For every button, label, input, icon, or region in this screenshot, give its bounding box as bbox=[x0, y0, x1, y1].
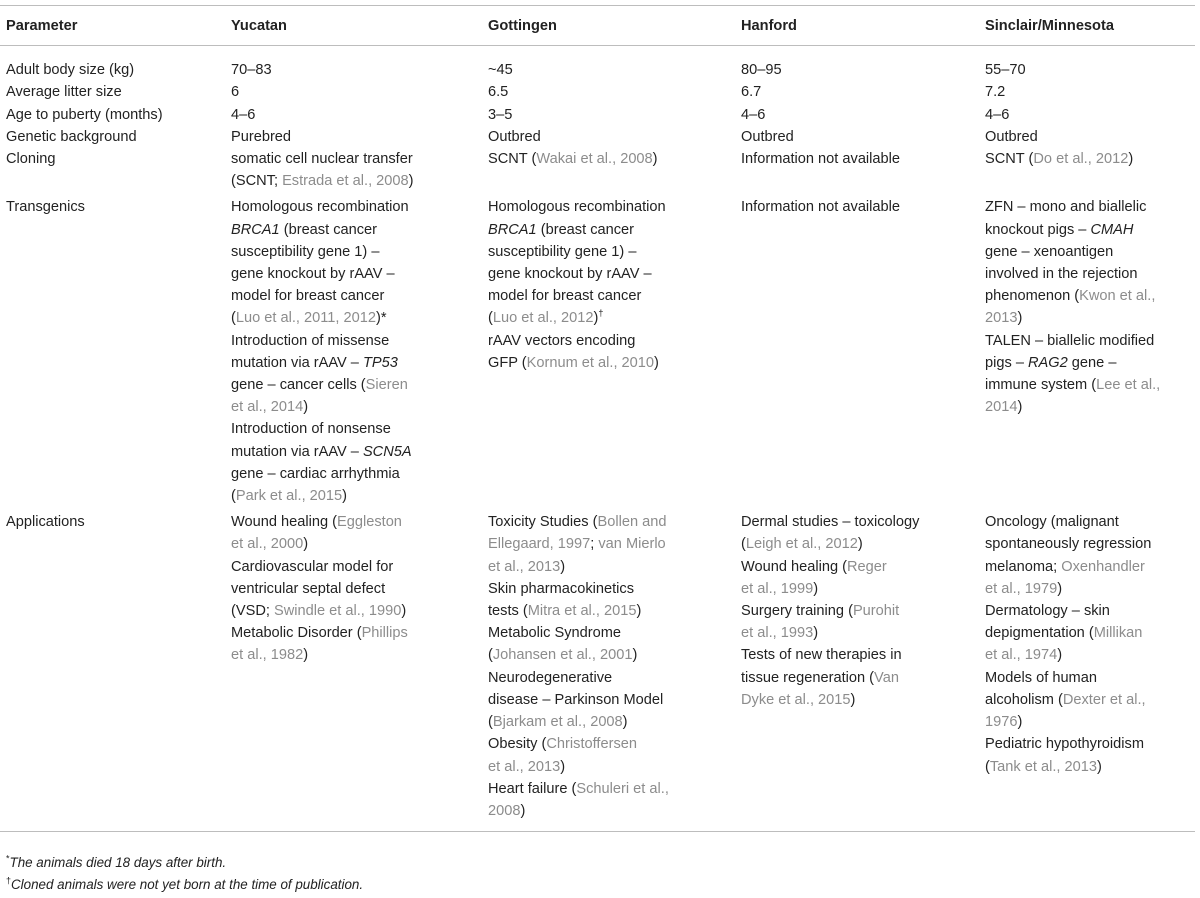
cell: Purebred bbox=[231, 128, 292, 145]
cell: Dermal studies – toxicology (Leigh et al., 2012) Wound healing (Reger et al., 1999) Surgery training (Purohit et al., 1993) Tests of new therapies in tissue regeneration (Van Dyke et al., 2015) bbox=[735, 507, 979, 831]
cell: 4–6 bbox=[741, 106, 766, 123]
table-row bbox=[0, 126, 1195, 148]
cell: Oncology (malignant spontaneously regression melanoma; Oxenhandler et al., 1979) Dermatology – skin depigmentation (Millikan et al., 1974) Models of human alcoholism (Dexter et al., 1976) Pediatric hypothyroidism (Tank et al., 2013) bbox=[979, 507, 1195, 831]
row-label: Age to puberty (months) bbox=[6, 106, 163, 123]
footnotes bbox=[6, 852, 363, 896]
footnote-1: *The animals died 18 days after birth. bbox=[6, 853, 227, 870]
citation: Oxenhandler bbox=[1061, 558, 1145, 575]
cell: 6.5 bbox=[488, 84, 509, 101]
header-row bbox=[0, 6, 1195, 46]
gene-name: RAG2 bbox=[1028, 354, 1068, 371]
citation: Do et al., 2012 bbox=[1033, 151, 1129, 168]
cell bbox=[225, 148, 482, 192]
citation: Johansen et al., 2001 bbox=[492, 647, 633, 664]
pig-breeds-table bbox=[0, 5, 1195, 832]
gene-name: SCN5A bbox=[362, 443, 412, 460]
gene-name: TP53 bbox=[362, 354, 398, 371]
citation: Reger bbox=[847, 558, 887, 575]
gene-name: CMAH bbox=[1090, 221, 1134, 238]
table-row bbox=[0, 46, 1195, 82]
cell: Outbred bbox=[488, 128, 541, 145]
citation: et al., 1993 bbox=[741, 625, 814, 642]
cell: 4–6 bbox=[985, 106, 1010, 123]
citation: Wakai et al., 2008 bbox=[536, 151, 653, 168]
citation: Dexter et al., bbox=[1062, 691, 1146, 708]
citation: et al., 2014 bbox=[231, 399, 304, 416]
citation: Eggleston bbox=[337, 514, 402, 531]
cell: 7.2 bbox=[985, 84, 1006, 101]
row-label: Transgenics bbox=[6, 199, 85, 216]
cell: 70–83 bbox=[231, 62, 272, 79]
row-label: Genetic background bbox=[6, 128, 137, 145]
citation: Purohit bbox=[852, 603, 900, 620]
row-label: Applications bbox=[0, 507, 225, 831]
citation: et al., 2013 bbox=[488, 558, 561, 575]
citation: Bollen and bbox=[597, 514, 667, 531]
citation: Kornum et al., 2010 bbox=[526, 354, 655, 371]
cell bbox=[979, 148, 1195, 192]
citation: Luo et al., 2012 bbox=[492, 310, 594, 327]
citation: Leigh et al., 2012 bbox=[745, 536, 858, 553]
citation: Dyke et al., 2015 bbox=[741, 691, 851, 708]
citation: Luo et al., 2011, 2012 bbox=[235, 310, 376, 327]
cell: Information not available bbox=[741, 151, 901, 168]
row-label: Cloning bbox=[6, 151, 56, 168]
cell bbox=[482, 148, 735, 192]
header-hanford: Hanford bbox=[735, 6, 979, 46]
cell: 4–6 bbox=[231, 106, 256, 123]
citation: 2013 bbox=[985, 310, 1018, 327]
citation: et al., 2000 bbox=[231, 536, 304, 553]
header-yucatan: Yucatan bbox=[225, 6, 482, 46]
cell-line: somatic cell nuclear transfer bbox=[231, 151, 413, 168]
table-row bbox=[0, 104, 1195, 126]
citation: et al., 1979 bbox=[985, 580, 1058, 597]
cell: Outbred bbox=[985, 128, 1038, 145]
citation: Sieren bbox=[365, 377, 408, 394]
header-gottingen: Gottingen bbox=[482, 6, 735, 46]
cell: 6 bbox=[231, 84, 240, 101]
header-parameter: Parameter bbox=[0, 6, 225, 46]
citation: et al., 1999 bbox=[741, 580, 814, 597]
gene-name: BRCA1 bbox=[488, 221, 537, 238]
footnote-mark: † bbox=[598, 308, 604, 319]
citation: 1976 bbox=[985, 714, 1018, 731]
table-row bbox=[0, 148, 1195, 192]
citation: et al., 1982 bbox=[231, 647, 304, 664]
row-label: Average litter size bbox=[6, 84, 122, 101]
row-label: Adult body size (kg) bbox=[6, 62, 135, 79]
citation: et al., 2013 bbox=[488, 758, 561, 775]
citation: Van bbox=[874, 669, 899, 686]
citation: Millikan bbox=[1093, 625, 1143, 642]
citation: Kwon et al., bbox=[1079, 288, 1156, 305]
citation: Bjarkam et al., 2008 bbox=[492, 714, 623, 731]
cell-line: SCNT (Do et al., 2012) bbox=[985, 151, 1134, 168]
cell: ~45 bbox=[488, 62, 513, 79]
table-row bbox=[0, 507, 1195, 831]
citation: Estrada et al., 2008 bbox=[282, 173, 409, 190]
cell: 6.7 bbox=[741, 84, 762, 101]
cell: Toxicity Studies (Bollen and Ellegaard, 1997; van Mierlo et al., 2013) Skin pharmacokinetics tests (Mitra et al., 2015) Metabolic Syndrome (Johansen et al., 2001) Neurodegenerative disease – Parkinson Model (Bjarkam et al., 2008) Obesity (Christoffersen et al., 2013) Heart failure (Schuleri et al., 2008) bbox=[482, 507, 735, 831]
citation: Phillips bbox=[361, 625, 408, 642]
table-row bbox=[0, 81, 1195, 103]
citation: Mitra et al., 2015 bbox=[527, 603, 637, 620]
footnote-2: †Cloned animals were not yet born at the time of publication. bbox=[6, 875, 364, 892]
citation: van Mierlo bbox=[598, 536, 666, 553]
cell-line: (SCNT; Estrada et al., 2008) bbox=[231, 173, 414, 190]
header-sinclair: Sinclair/Minnesota bbox=[979, 6, 1195, 46]
cell: 80–95 bbox=[741, 62, 782, 79]
cell: Homologous recombination BRCA1 (breast cancer susceptibility gene 1) – gene knockout by rAAV – model for breast cancer (Luo et al., 2012)† rAAV vectors encoding GFP (Kornum et al., 2010) bbox=[488, 199, 666, 371]
citation: Park et al., 2015 bbox=[235, 488, 343, 505]
citation: Lee et al., bbox=[1096, 377, 1161, 394]
cell: 55–70 bbox=[985, 62, 1026, 79]
cell: 3–5 bbox=[488, 106, 513, 123]
table-row bbox=[0, 192, 1195, 507]
citation: et al., 1974 bbox=[985, 647, 1058, 664]
cell: Homologous recombination BRCA1 (breast cancer susceptibility gene 1) – gene knockout by rAAV – model for breast cancer (Luo et al., 2011, 2012)* Introduction of missense mutation via rAAV – TP53 gene – cancer cells (Sieren et al., 2014) Introduction of nonsense mutation via rAAV – SCN5A gene – cardiac arrhythmia (Park et al., 2015) bbox=[231, 199, 412, 505]
gene-name: BRCA1 bbox=[231, 221, 280, 238]
cell: Information not available bbox=[741, 199, 901, 216]
cell: Wound healing (Eggleston et al., 2000) Cardiovascular model for ventricular septal defect (VSD; Swindle et al., 1990) Metabolic Disorder (Phillips et al., 1982) bbox=[225, 507, 482, 831]
citation: Swindle et al., 1990 bbox=[273, 603, 402, 620]
citation: Schuleri et al., bbox=[576, 780, 669, 797]
cell: ZFN – mono and biallelic knockout pigs – CMAH gene – xenoantigen involved in the rejection phenomenon (Kwon et al., 2013) TALEN – biallelic modified pigs – RAG2 gene – immune system (Lee et al., 2014) bbox=[985, 199, 1161, 416]
cell-line: SCNT (Wakai et al., 2008) bbox=[488, 151, 658, 168]
citation: 2008 bbox=[488, 802, 521, 819]
citation: 2014 bbox=[985, 399, 1018, 416]
citation: Christoffersen bbox=[546, 736, 637, 753]
citation: Ellegaard, 1997 bbox=[488, 536, 591, 553]
cell: Outbred bbox=[741, 128, 794, 145]
citation: Tank et al., 2013 bbox=[989, 758, 1097, 775]
